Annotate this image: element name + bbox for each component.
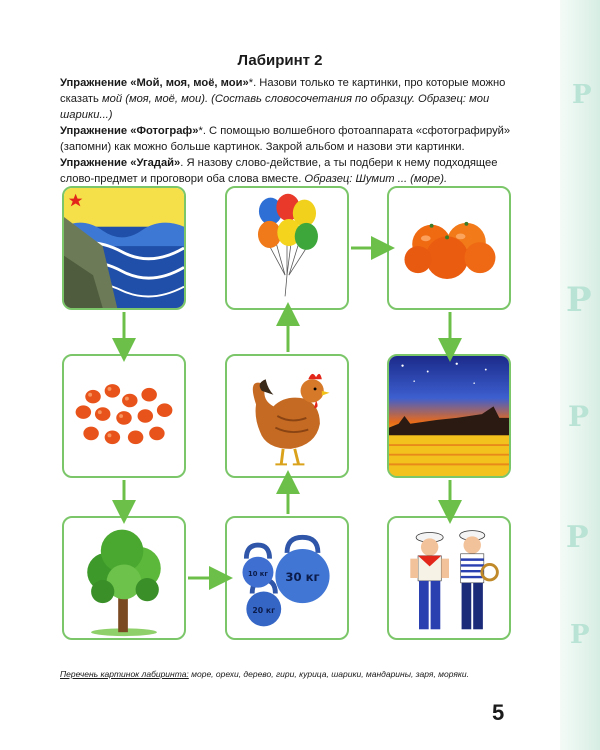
strip-letter: P (566, 280, 592, 320)
strip-letter: P (572, 80, 592, 110)
exercise-1-star: * (248, 77, 254, 89)
hen-illustration (227, 356, 347, 476)
caption-list: море, орехи, дерево, гири, курица, шарики, мандарины, заря, моряки. (191, 669, 469, 679)
card-nuts (62, 354, 186, 478)
strip-letter: P (570, 620, 590, 650)
exercise-2-name: Упражнение «Фотограф» (60, 125, 199, 137)
weight-label-30: 30 кг (285, 569, 320, 584)
picture-list-caption (60, 669, 540, 679)
card-sailors (387, 516, 511, 640)
dawn-illustration (389, 356, 509, 476)
exercise-3-name: Упражнение «Угадай» (60, 157, 181, 169)
weight-label-20: 20 кг (252, 605, 276, 615)
tree-illustration (64, 518, 184, 638)
nuts-illustration (64, 356, 184, 476)
sailors-illustration (389, 518, 509, 638)
card-weights (225, 516, 349, 640)
exercise-2-star: * (198, 125, 203, 137)
page-number: 5 (492, 700, 505, 725)
strip-letter: P (568, 400, 590, 433)
card-tree (62, 516, 186, 640)
exercise-instructions (60, 75, 518, 187)
exercise-1-text: . Назови только те картинки, про которые можно сказать (60, 77, 506, 105)
page-title: Лабиринт 2 (237, 52, 323, 69)
card-balloons (225, 186, 349, 310)
card-dawn (387, 354, 511, 478)
weights-illustration (227, 518, 347, 638)
exercise-1-name: Упражнение «Мой, моя, моё, мои» (60, 77, 249, 89)
card-tangerines (387, 186, 511, 310)
exercise-1 (60, 75, 518, 123)
card-sea (62, 186, 186, 310)
exercise-3 (60, 155, 518, 187)
exercise-3-example: Образец: Шумит ... (море). (304, 173, 448, 185)
exercise-1-example: мой (моя, моё, мои). (Составь словосочетания по образцу. Образец: мои шарики...) (60, 93, 490, 121)
decorative-letter-strip (560, 0, 600, 750)
tangerines-illustration (389, 188, 509, 308)
exercise-3-text: . Я назову слово-действие, а ты подбери к нему подходящее слово-предмет и проговори оба слова вместе. (60, 157, 498, 185)
sea-illustration (64, 188, 184, 308)
balloons-illustration (227, 188, 347, 308)
exercise-2 (60, 123, 518, 155)
strip-letter: P (566, 520, 589, 555)
card-hen (225, 354, 349, 478)
exercise-2-text: . С помощью волшебного фотоаппарата «сфотографируй» (запомни) как можно больше картинок. Закрой альбом и назови эти картинки. (60, 125, 511, 153)
caption-label: Перечень картинок лабиринта: (60, 669, 189, 679)
weight-label-10: 10 кг (248, 570, 268, 579)
